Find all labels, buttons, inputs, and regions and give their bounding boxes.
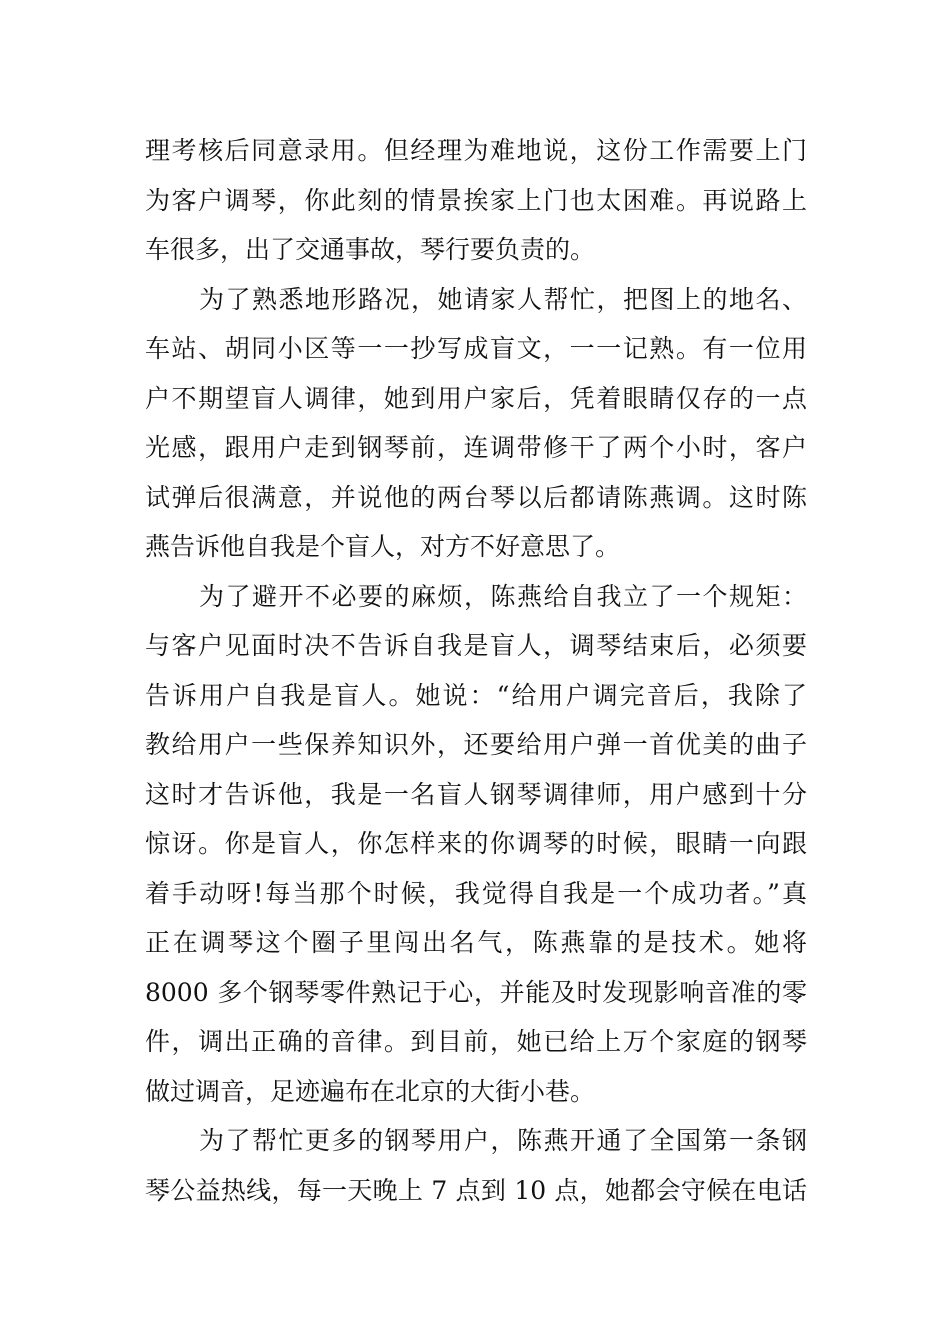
line-text: 告诉用户自我是盲人。她说：“给用户调完音后，我除了 <box>145 680 807 710</box>
text-line <box>145 572 807 622</box>
text-line <box>145 869 807 919</box>
line-text: 户不期望盲人调律，她到用户家后，凭着眼睛仅存的一点 <box>145 383 807 413</box>
text-line <box>145 968 807 1018</box>
text-line <box>145 423 807 473</box>
line-text: 与客户见面时决不告诉自我是盲人，调琴结束后，必须要 <box>145 631 807 660</box>
body-text <box>145 126 807 1215</box>
line-text: 8000 多个钢琴零件熟记于心，并能及时发现影响音准的零 <box>145 977 807 1007</box>
text-line <box>145 918 807 968</box>
text-line <box>145 621 807 671</box>
line-text: 为了帮忙更多的钢琴用户，陈燕开通了全国第一条钢 <box>199 1126 807 1155</box>
line-text: 琴公益热线，每一天晚上 7 点到 10 点，她都会守候在电话 <box>145 1175 807 1205</box>
line-text: 做过调音，足迹遍布在北京的大街小巷。 <box>145 1076 596 1106</box>
text-line <box>145 1116 807 1166</box>
text-line <box>145 225 807 275</box>
line-text: 惊讶。你是盲人，你怎样来的你调琴的时候，眼睛一向跟 <box>145 829 807 858</box>
text-line <box>145 126 807 176</box>
text-line <box>145 324 807 374</box>
text-line <box>145 671 807 721</box>
line-text: 这时才告诉他，我是一名盲人钢琴调律师，用户感到十分 <box>145 779 807 809</box>
line-text: 件，调出正确的音律。到目前，她已给上万个家庭的钢琴 <box>145 1027 807 1056</box>
text-line <box>145 1017 807 1067</box>
text-line <box>145 819 807 869</box>
line-text: 为客户调琴，你此刻的情景挨家上门也太困难。再说路上 <box>145 185 807 215</box>
text-line <box>145 1166 807 1216</box>
line-text: 试弹后很满意，并说他的两台琴以后都请陈燕调。这时陈 <box>145 482 807 512</box>
text-line <box>145 720 807 770</box>
text-line <box>145 275 807 325</box>
line-text: 教给用户一些保养知识外，还要给用户弹一首优美的曲子 <box>145 730 807 759</box>
line-text: 为了避开不必要的麻烦，陈燕给自我立了一个规矩： <box>199 581 807 611</box>
line-text: 为了熟悉地形路况，她请家人帮忙，把图上的地名、 <box>199 284 807 314</box>
line-text: 燕告诉他自我是个盲人，对方不好意思了。 <box>145 532 621 561</box>
text-line <box>145 1067 807 1117</box>
text-line <box>145 374 807 424</box>
line-text: 理考核后同意录用。但经理为难地说，这份工作需要上门 <box>145 136 807 165</box>
line-text: 着手动呀!每当那个时候，我觉得自我是一个成功者。”真 <box>145 878 807 908</box>
line-text: 正在调琴这个圈子里闯出名气，陈燕靠的是技术。她将 <box>145 928 807 957</box>
line-text: 光感，跟用户走到钢琴前，连调带修干了两个小时，客户 <box>145 433 807 462</box>
line-text: 车很多，出了交通事故，琴行要负责的。 <box>145 235 596 264</box>
line-text: 车站、胡同小区等一一抄写成盲文，一一记熟。有一位用 <box>145 334 807 363</box>
text-line <box>145 770 807 820</box>
text-line <box>145 176 807 226</box>
text-line <box>145 522 807 572</box>
text-line <box>145 473 807 523</box>
